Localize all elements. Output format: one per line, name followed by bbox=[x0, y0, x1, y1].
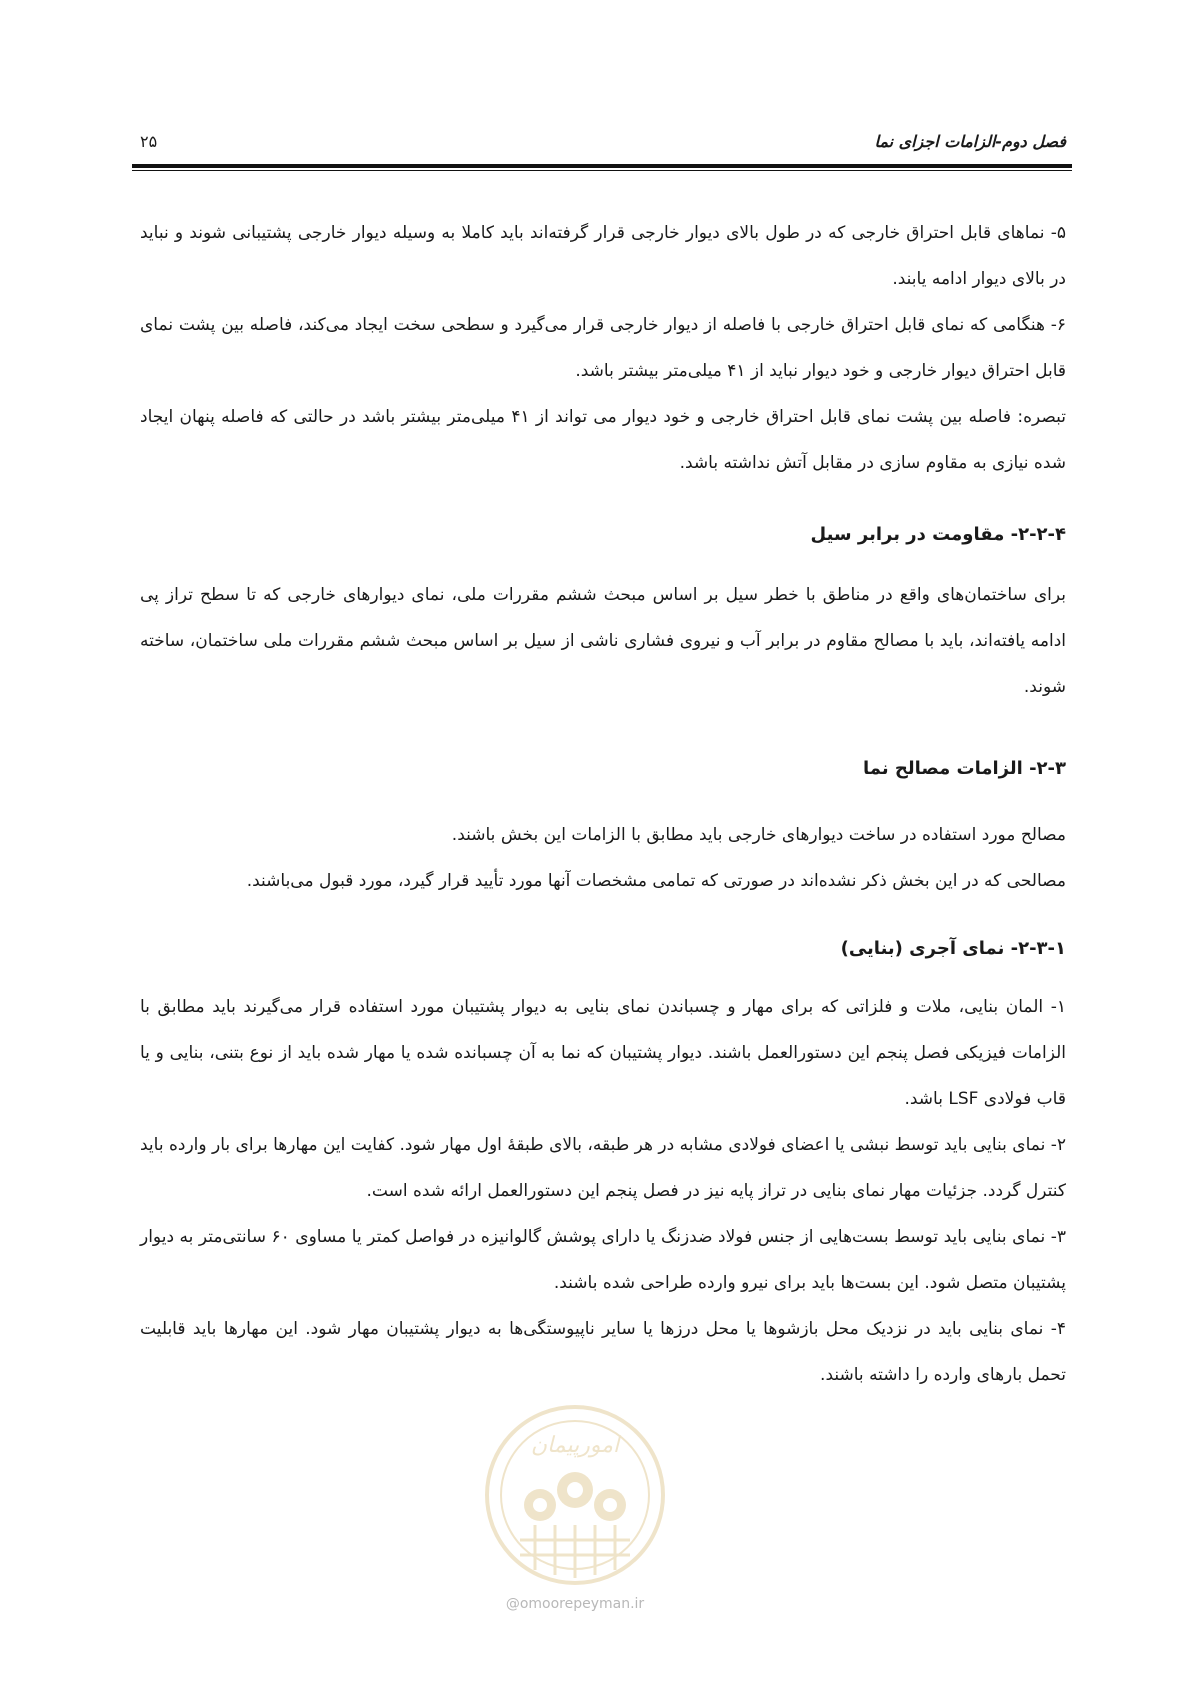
page-number: ۲۵ bbox=[140, 132, 158, 151]
section-heading-brick: ۲-۳-۱- نمای آجری (بنایی) bbox=[840, 938, 1066, 959]
header-rule-thick bbox=[132, 164, 1072, 168]
section-heading-flood: ۲-۲-۴- مقاومت در برابر سیل bbox=[810, 524, 1066, 545]
paragraph-brick-2: ۲- نمای بنایی باید توسط نبشی یا اعضای فولادی مشابه در هر طبقه، بالای طبقهٔ اول مهار شود. کفایت این مهارها برای بار وارده باید کنترل گردد. جزئیات مهار نمای بنایی در تراز پایه نیز در فصل پنجم این دستورالعمل ارائه شده است. bbox=[140, 1135, 1066, 1201]
paragraph-item-6: ۶- هنگامی که نمای قابل احتراق خارجی با فاصله از دیوار خارجی قرار می‌گیرد و سطحی سخت ایجاد می‌کند، فاصله بین پشت نمای قابل احتراق دیوار خارجی و خود دیوار نباید از ۴۱ میلی‌متر بیشتر باشد. bbox=[140, 315, 1066, 381]
header-rule-thin bbox=[132, 170, 1072, 171]
paragraph-materials-2: مصالحی که در این بخش ذکر نشده‌اند در صورتی که تمامی مشخصات آنها مورد تأیید قرار گیرد، مورد قبول می‌باشند. bbox=[246, 871, 1066, 891]
paragraph-materials-1: مصالح مورد استفاده در ساخت دیوارهای خارجی باید مطابق با الزامات این بخش باشند. bbox=[451, 825, 1066, 845]
body-text bbox=[140, 210, 1066, 1398]
watermark-seal-icon bbox=[480, 1390, 670, 1600]
section-heading-materials: ۲-۳- الزامات مصالح نما bbox=[863, 758, 1066, 779]
page-header bbox=[132, 128, 1066, 158]
chapter-title: فصل دوم-الزامات اجزای نما bbox=[874, 132, 1066, 151]
paragraph-brick-1: ۱- المان بنایی، ملات و فلزاتی که برای مهار و چسباندن نمای بنایی به دیوار پشتیبان مورد استفاده قرار می‌گیرند باید مطابق با الزامات فیزیکی فصل پنجم این دستورالعمل باشند. دیوار پشتیبان که نما به آن چسبانده شده یا مهار شده باید از نوع بتنی، بنایی و یا قاب فولادی LSF باشد. bbox=[140, 997, 1066, 1109]
paragraph-brick-4: ۴- نمای بنایی باید در نزدیک محل بازشوها یا محل درزها یا سایر ناپیوستگی‌ها به دیوار پشتیبان مهار شود. این مهارها باید قابلیت تحمل بارهای وارده را داشته باشند. bbox=[140, 1319, 1066, 1385]
watermark-url: @omoorepeyman.ir bbox=[505, 1596, 645, 1612]
paragraph-flood: برای ساختمان‌های واقع در مناطق با خطر سیل بر اساس مبحث ششم مقررات ملی، نمای دیوارهای خارجی که تا سطح تراز پی ادامه یافته‌اند، باید با مصالح مقاوم در برابر آب و نیروی فشاری ناشی از سیل بر اساس مبحث ششم مقررات ملی ساختمان، ساخته شوند. bbox=[140, 585, 1066, 697]
paragraph-note: تبصره: فاصله بین پشت نمای قابل احتراق خارجی و خود دیوار می تواند از ۴۱ میلی‌متر بیشتر باشد در حالتی که فاصله پنهان ایجاد شده نیازی به مقاوم سازی در مقابل آتش نداشته باشد. bbox=[140, 407, 1066, 473]
paragraph-brick-3: ۳- نمای بنایی باید توسط بست‌هایی از جنس فولاد ضدزنگ یا دارای پوشش گالوانیزه در فواصل کمتر یا مساوی ۶۰ سانتی‌متر به دیوار پشتیبان متصل شود. این بست‌ها باید برای نیرو وارده طراحی شده باشند. bbox=[140, 1227, 1066, 1293]
paragraph-item-5: ۵- نماهای قابل احتراق خارجی که در طول بالای دیوار خارجی قرار گرفته‌اند باید کاملا به وسیله دیوار خارجی پشتیبانی شوند و نباید در بالای دیوار ادامه یابند. bbox=[140, 223, 1066, 289]
watermark-seal-text: امورپیمان bbox=[530, 1433, 620, 1458]
